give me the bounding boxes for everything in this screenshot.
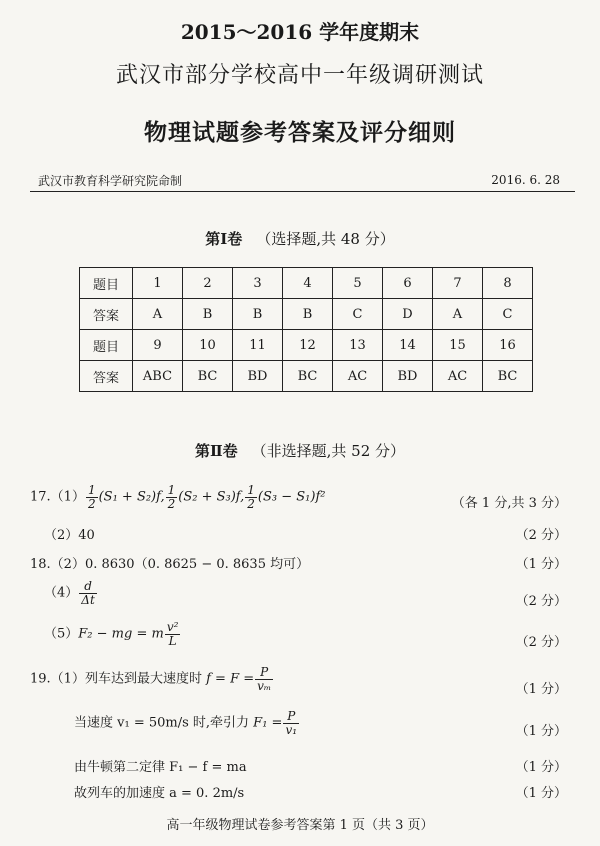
q18-part5-line [30, 621, 575, 649]
q18-part4-line [30, 580, 575, 608]
exam-subtitle: 武汉市部分学校高中一年级调研测试 [115, 63, 484, 88]
issuing-org: 武汉市教育科学研究院命制 [38, 174, 183, 188]
q18-part4-fraction: $\frac{d}{\Delta t}$ [81, 579, 95, 607]
table-row [80, 299, 533, 330]
table-cell: 14 [383, 330, 433, 361]
page-title: 物理试题参考答案及评分细则 [144, 120, 456, 146]
table-cell: C [333, 299, 383, 330]
table-cell: 15 [433, 330, 483, 361]
table-cell: 1 [133, 268, 183, 299]
part1-name: 第Ⅰ卷 [205, 230, 243, 248]
q19-line2-fraction: $\frac{P}{\text{v₁}}$ [285, 709, 298, 737]
q19-line2-points: （1 分） [515, 724, 567, 739]
table-row [80, 361, 533, 392]
table-cell: D [383, 299, 433, 330]
q19-line3 [30, 756, 575, 784]
table-cell: ABC [133, 361, 183, 392]
q19-line1-points: （1 分） [515, 682, 567, 697]
q18-part2-points: （1 分） [515, 557, 567, 572]
table-cell: B [183, 299, 233, 330]
exam-year: 2015～2016 学年度期末 [180, 20, 420, 44]
q19-line3-points: （1 分） [515, 760, 567, 775]
q18-part4-label: （4） [44, 585, 79, 601]
q19-line4-text: 故列车的加速度 a = 0. 2m/s [74, 786, 245, 801]
table-cell: AC [333, 361, 383, 392]
table-cell: AC [433, 361, 483, 392]
q19-line4-points: （1 分） [515, 786, 567, 801]
table-cell: 10 [183, 330, 233, 361]
q18-part5-fraction: $\frac{\text{v²}}{L}$ [166, 620, 179, 648]
q17-part2-line [30, 524, 575, 552]
half-fraction: $\frac{1}{2}$ [87, 483, 96, 511]
answer-table [79, 267, 533, 392]
q18-part4-points: （2 分） [515, 594, 567, 609]
row-header: 题目 [80, 268, 133, 299]
table-cell: B [233, 299, 283, 330]
table-cell: 5 [333, 268, 383, 299]
table-cell: 4 [283, 268, 333, 299]
table-row [80, 330, 533, 361]
q17-expr-c: (S₃ − S₁)f² [257, 489, 326, 505]
row-header: 答案 [80, 299, 133, 330]
q19-line1 [30, 665, 575, 697]
table-row [80, 268, 533, 299]
q19-line1-text: 19.（1）列车达到最大速度时 [30, 671, 202, 687]
page-footer: 高一年级物理试卷参考答案第 1 页（共 3 页） [166, 818, 434, 833]
table-cell: 8 [483, 268, 533, 299]
q19-line1-fraction: $\frac{P}{\text{vₘ}}$ [257, 665, 272, 693]
table-cell: 9 [133, 330, 183, 361]
part2-desc: （非选择题,共 52 分） [251, 442, 406, 460]
header-divider [30, 191, 575, 192]
issue-date: 2016. 6. 28 [491, 173, 560, 187]
row-header: 答案 [80, 361, 133, 392]
row-header: 题目 [80, 330, 133, 361]
q18-part2-line [30, 553, 575, 581]
part2-heading [0, 440, 600, 461]
table-cell: 3 [233, 268, 283, 299]
table-cell: 16 [483, 330, 533, 361]
table-cell: 7 [433, 268, 483, 299]
table-cell: 13 [333, 330, 383, 361]
table-cell: C [483, 299, 533, 330]
q18-part5-expr: F₂ − mg = m [78, 626, 164, 642]
q19-line3-text: 由牛顿第二定律 F₁ − f = ma [74, 760, 247, 775]
table-cell: B [283, 299, 333, 330]
q17-part1-points: （各 1 分,共 3 分） [451, 496, 567, 511]
q19-line2 [30, 710, 575, 738]
table-cell: BC [483, 361, 533, 392]
q17-number: 17.（1） [30, 489, 85, 505]
q18-part5-label: （5） [44, 626, 79, 642]
q17-part1-line [30, 484, 575, 512]
table-cell: BC [283, 361, 333, 392]
part2-name: 第Ⅱ卷 [194, 442, 238, 460]
table-cell: BD [233, 361, 283, 392]
table-cell: 6 [383, 268, 433, 299]
q17-expr-b: (S₂ + S₃)f, [178, 489, 245, 505]
table-cell: A [433, 299, 483, 330]
q19-line2-expr: F₁ = [253, 715, 283, 731]
q17-part2-points: （2 分） [515, 528, 567, 543]
q17-part2-answer: （2）40 [44, 528, 95, 543]
part1-desc: （选择题,共 48 分） [256, 230, 395, 248]
q18-part5-points: （2 分） [515, 635, 567, 650]
table-cell: 2 [183, 268, 233, 299]
table-cell: 12 [283, 330, 333, 361]
q19-line4 [30, 782, 575, 810]
half-fraction: $\frac{1}{2}$ [167, 483, 176, 511]
table-cell: BC [183, 361, 233, 392]
half-fraction: $\frac{1}{2}$ [247, 483, 255, 511]
q17-expr-a: (S₁ + S₂)f, [98, 489, 165, 505]
table-cell: BD [383, 361, 433, 392]
table-cell: 11 [233, 330, 283, 361]
part1-heading [0, 228, 600, 249]
table-cell: A [133, 299, 183, 330]
q19-line1-expr: f = F = [206, 671, 255, 687]
q19-line2-text: 当速度 v₁ = 50m/s 时,牵引力 [74, 715, 250, 731]
q18-part2-answer: 18.（2）0. 8630（0. 8625 − 0. 8635 均可） [30, 557, 310, 572]
